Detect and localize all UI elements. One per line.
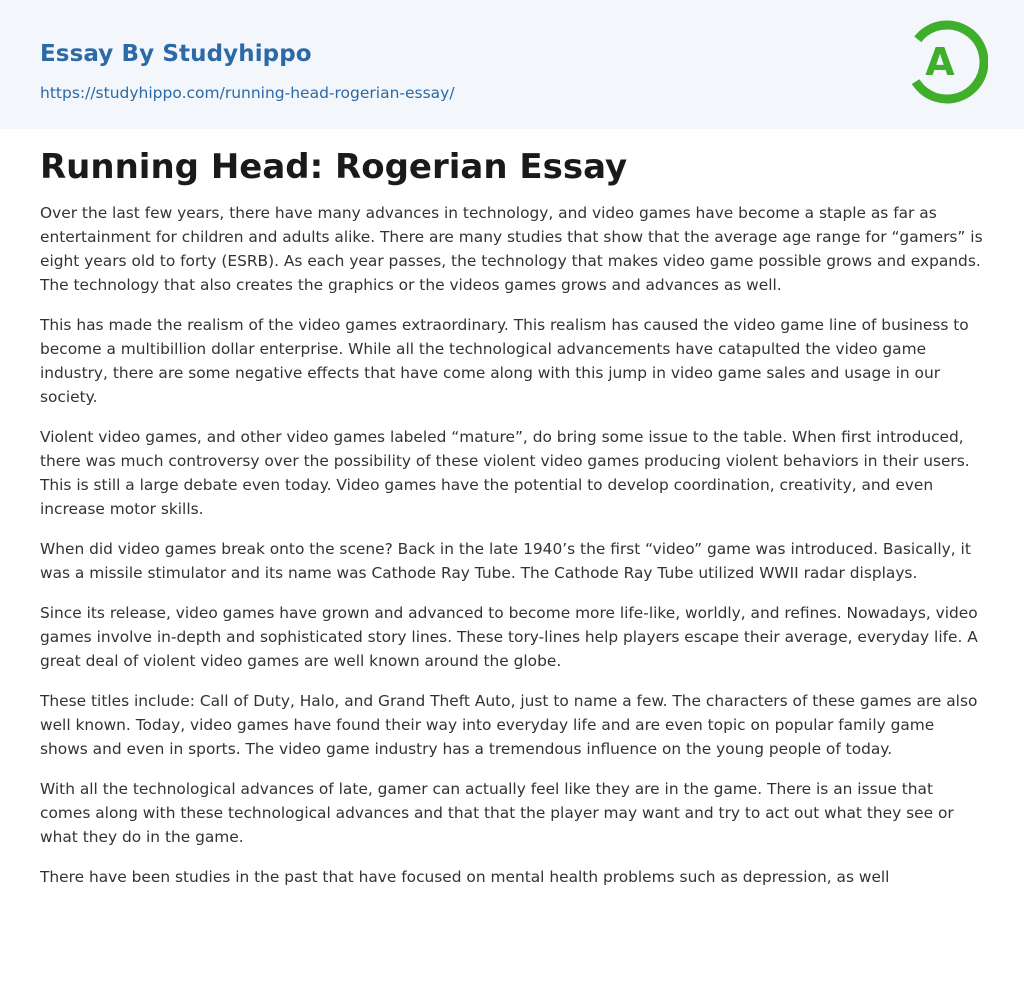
article-paragraph: Over the last few years, there have many advances in technology, and video games have become a staple as far as entertainment for children and adults alike. There are many studies that show that the average age range for “gamers” is eight years old to forty (ESRB). As each year passes, the technology that makes video game possible grows and expands. The technology that also creates the graphics or the videos games grows and advances as well. [40, 204, 983, 294]
site-header [0, 0, 1024, 129]
logo-letter: A [925, 40, 955, 84]
article-paragraph: Since its release, video games have grown and advanced to become more life-like, worldly, and refines. Nowadays, video games involve in-depth and sophisticated story lines. These tory-lines help players escape their average, everyday life. A great deal of violent video games are well known around the globe. [40, 604, 978, 670]
article-paragraph: There have been studies in the past that have focused on mental health problems such as depression, as well [40, 868, 890, 886]
article-paragraph: When did video games break onto the scene? Back in the late 1940’s the first “video” game was introduced. Basically, it was a missile stimulator and its name was Cathode Ray Tube. The Cathode Ray Tube utilized WWII radar displays. [40, 540, 971, 582]
article-paragraph: These titles include: Call of Duty, Halo, and Grand Theft Auto, just to name a few. The characters of these games are also well known. Today, video games have found their way into everyday life and are even topic on popular family game shows and even in sports. The video game industry has a tremendous influence on the young people of today. [40, 692, 978, 758]
page-url-link[interactable]: https://studyhippo.com/running-head-rogerian-essay/ [40, 84, 455, 102]
article-paragraph: With all the technological advances of late, gamer can actually feel like they are in the game. There is an issue that comes along with these technological advances and that that the player may want and try to act out what they see or what they do in the game. [40, 780, 954, 846]
article-paragraph: This has made the realism of the video games extraordinary. This realism has caused the video game line of business to become a multibillion dollar enterprise. While all the technological advancements have catapulted the video game industry, there are some negative effects that have come along with this jump in video game sales and usage in our society. [40, 316, 969, 406]
article-title: Running Head: Rogerian Essay [40, 147, 628, 187]
article-paragraph: Violent video games, and other video games labeled “mature”, do bring some issue to the table. When first introduced, there was much controversy over the possibility of these violent video games producing violent behaviors in their users. This is still a large debate even today. Video games have the potential to develop coordination, creativity, and even increase motor skills. [40, 428, 970, 518]
article [40, 143, 984, 905]
studyhippo-logo-icon[interactable] [912, 18, 988, 106]
site-brand[interactable]: Essay By Studyhippo [40, 41, 312, 67]
